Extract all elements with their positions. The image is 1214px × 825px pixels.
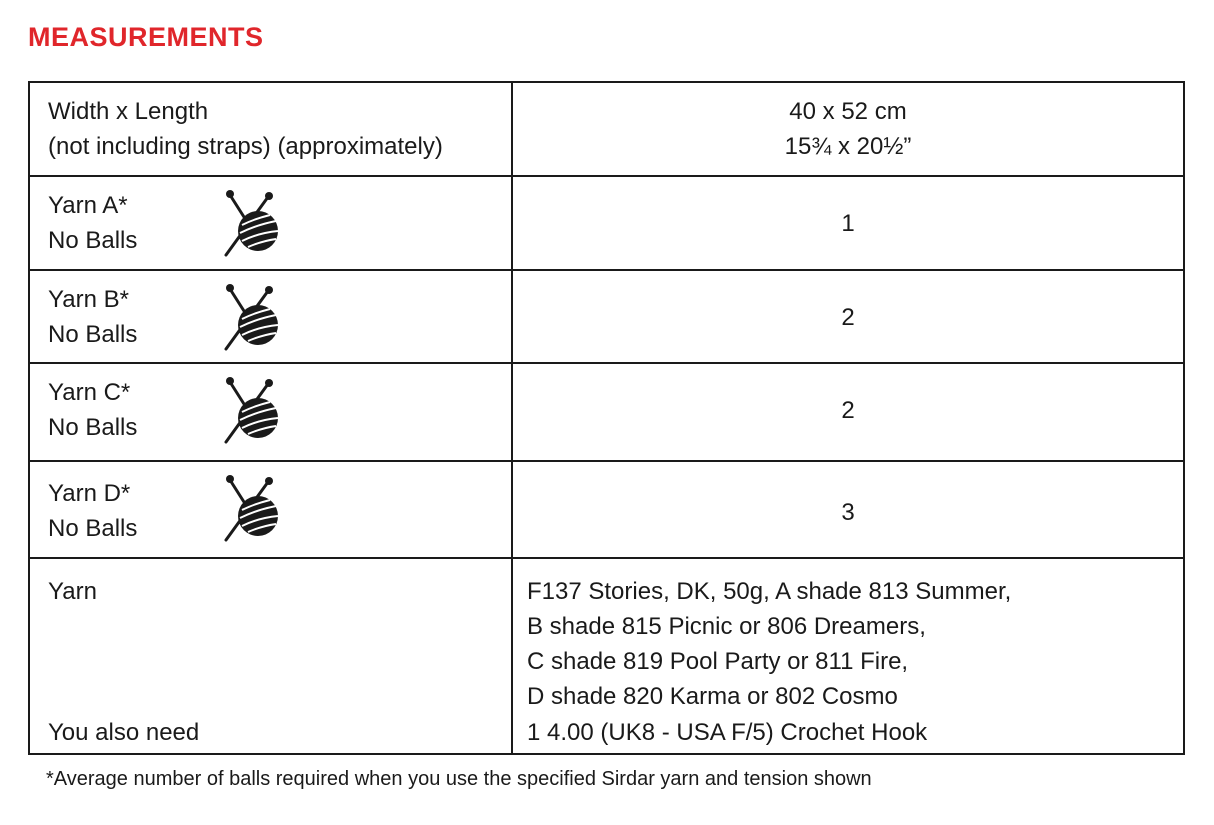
table-row-size — [30, 83, 1183, 177]
yarn-b-label: Yarn B* — [48, 286, 129, 313]
page-title: MEASUREMENTS — [28, 22, 264, 52]
table-row-yarn-c — [30, 362, 1183, 457]
measurements-table — [28, 81, 1185, 755]
yarn-c-balls-value: 2 — [841, 397, 855, 424]
yarn-d-balls-value: 3 — [841, 499, 855, 526]
yarn-label: Yarn — [48, 578, 97, 605]
yarn-d-balls-label: No Balls — [48, 515, 138, 542]
size-label-line1: Width x Length — [48, 98, 209, 125]
footnote: *Average number of balls required when you use the specified Sirdar yarn and tension shown — [46, 768, 872, 790]
yarn-a-balls-value: 1 — [841, 210, 855, 237]
yarn-c-label: Yarn C* — [48, 379, 131, 406]
yarn-ball-icon — [220, 189, 280, 259]
yarn-ball-icon — [220, 283, 280, 353]
yarn-a-label: Yarn A* — [48, 192, 128, 219]
size-value-inches: 15¾ x 20½” — [784, 133, 912, 160]
yarn-d-label: Yarn D* — [48, 480, 131, 507]
also-need-label: You also need — [48, 719, 200, 746]
yarn-b-balls-value: 2 — [841, 304, 855, 331]
yarn-details-line2: B shade 815 Picnic or 806 Dreamers, — [527, 613, 926, 640]
yarn-b-balls-label: No Balls — [48, 321, 138, 348]
table-row-yarn-details — [30, 557, 1183, 753]
yarn-details-line1: F137 Stories, DK, 50g, A shade 813 Summer, — [527, 578, 1012, 605]
table-row-yarn-d — [30, 460, 1183, 557]
yarn-a-balls-label: No Balls — [48, 227, 138, 254]
size-label-line2: (not including straps) (approximately) — [48, 133, 443, 160]
yarn-ball-icon — [220, 376, 280, 446]
table-row-yarn-b — [30, 269, 1183, 364]
yarn-c-balls-label: No Balls — [48, 414, 138, 441]
table-row-yarn-a — [30, 175, 1183, 269]
yarn-ball-icon — [220, 474, 280, 544]
yarn-details-line4: D shade 820 Karma or 802 Cosmo — [527, 683, 898, 710]
yarn-details-line3: C shade 819 Pool Party or 811 Fire, — [527, 648, 909, 675]
size-value-cm: 40 x 52 cm — [789, 98, 907, 125]
also-need-value: 1 4.00 (UK8 - USA F/5) Crochet Hook — [527, 719, 928, 746]
